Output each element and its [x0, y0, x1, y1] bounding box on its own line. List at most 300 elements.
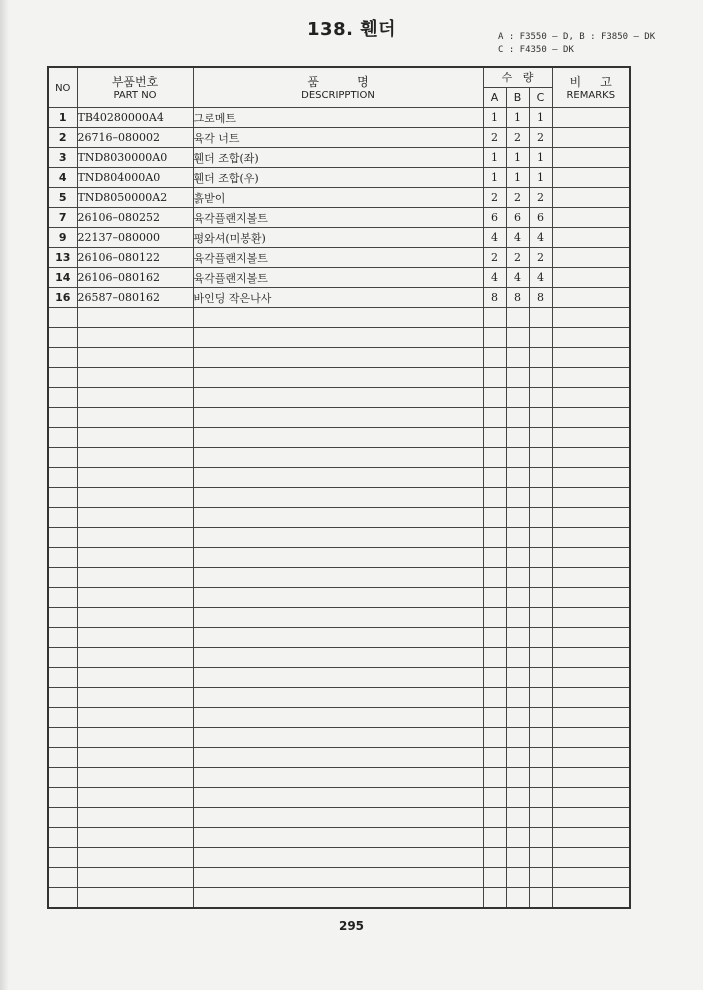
empty-table-row: [48, 748, 630, 768]
cell-no: [48, 868, 77, 888]
cell-remarks: [552, 708, 630, 728]
cell-qty-a: [483, 788, 506, 808]
cell-part-no: [77, 308, 193, 328]
cell-remarks: [552, 788, 630, 808]
cell-qty-c: [529, 488, 552, 508]
cell-no: 16: [48, 288, 77, 308]
cell-qty-b: 1: [506, 168, 529, 188]
cell-no: 13: [48, 248, 77, 268]
cell-qty-b: [506, 428, 529, 448]
empty-table-row: [48, 468, 630, 488]
cell-qty-c: [529, 828, 552, 848]
cell-qty-a: [483, 548, 506, 568]
cell-qty-b: [506, 468, 529, 488]
cell-description: [193, 468, 483, 488]
cell-part-no: [77, 368, 193, 388]
cell-qty-a: [483, 488, 506, 508]
cell-no: [48, 588, 77, 608]
cell-qty-a: 2: [483, 128, 506, 148]
cell-part-no: [77, 508, 193, 528]
cell-qty-b: [506, 608, 529, 628]
cell-no: [48, 828, 77, 848]
cell-remarks: [552, 348, 630, 368]
cell-description: [193, 788, 483, 808]
empty-table-row: [48, 368, 630, 388]
cell-remarks: [552, 288, 630, 308]
empty-table-row: [48, 648, 630, 668]
cell-remarks: [552, 768, 630, 788]
cell-qty-c: [529, 648, 552, 668]
cell-no: [48, 788, 77, 808]
cell-description: [193, 608, 483, 628]
header-remarks: [552, 67, 630, 108]
cell-description: [193, 828, 483, 848]
cell-no: [48, 808, 77, 828]
cell-remarks: [552, 368, 630, 388]
empty-table-row: [48, 848, 630, 868]
cell-remarks: [552, 668, 630, 688]
empty-table-row: [48, 348, 630, 368]
table-row: [48, 148, 630, 168]
table-row: [48, 188, 630, 208]
cell-part-no: [77, 848, 193, 868]
cell-description: [193, 708, 483, 728]
cell-no: [48, 708, 77, 728]
cell-part-no: [77, 468, 193, 488]
cell-description: [193, 668, 483, 688]
empty-table-row: [48, 728, 630, 748]
cell-no: [48, 508, 77, 528]
cell-qty-a: [483, 588, 506, 608]
cell-no: 9: [48, 228, 77, 248]
cell-remarks: [552, 648, 630, 668]
cell-description: 바인딩 작은나사: [193, 288, 483, 308]
header-remarks-kr: 비 고: [569, 74, 612, 89]
cell-part-no: [77, 388, 193, 408]
cell-part-no: TND804000A0: [77, 168, 193, 188]
cell-description: [193, 328, 483, 348]
cell-qty-c: 2: [529, 128, 552, 148]
cell-qty-c: [529, 768, 552, 788]
cell-description: [193, 528, 483, 548]
cell-part-no: TND8050000A2: [77, 188, 193, 208]
cell-no: [48, 348, 77, 368]
cell-remarks: [552, 188, 630, 208]
cell-qty-c: [529, 568, 552, 588]
cell-part-no: [77, 648, 193, 668]
cell-qty-c: 2: [529, 188, 552, 208]
cell-qty-a: 4: [483, 228, 506, 248]
table-row: [48, 288, 630, 308]
cell-part-no: [77, 768, 193, 788]
cell-qty-b: [506, 528, 529, 548]
cell-no: 14: [48, 268, 77, 288]
table-row: [48, 168, 630, 188]
model-legend: [498, 31, 655, 57]
empty-table-row: [48, 708, 630, 728]
cell-part-no: [77, 688, 193, 708]
cell-no: [48, 848, 77, 868]
cell-part-no: 26716–080002: [77, 128, 193, 148]
cell-remarks: [552, 748, 630, 768]
cell-qty-c: [529, 628, 552, 648]
cell-qty-c: [529, 328, 552, 348]
empty-table-row: [48, 408, 630, 428]
cell-qty-b: [506, 408, 529, 428]
cell-remarks: [552, 308, 630, 328]
empty-table-row: [48, 568, 630, 588]
empty-table-row: [48, 608, 630, 628]
cell-remarks: [552, 208, 630, 228]
cell-qty-b: 8: [506, 288, 529, 308]
empty-table-row: [48, 448, 630, 468]
cell-qty-c: 1: [529, 108, 552, 128]
cell-description: [193, 448, 483, 468]
cell-description: [193, 368, 483, 388]
cell-qty-a: 1: [483, 168, 506, 188]
cell-qty-a: [483, 748, 506, 768]
header-part-no-en: PART NO: [113, 89, 157, 101]
cell-qty-a: [483, 368, 506, 388]
cell-qty-a: [483, 448, 506, 468]
cell-no: [48, 408, 77, 428]
cell-qty-b: [506, 368, 529, 388]
cell-qty-b: 1: [506, 148, 529, 168]
cell-remarks: [552, 248, 630, 268]
cell-no: [48, 768, 77, 788]
cell-remarks: [552, 168, 630, 188]
cell-description: [193, 588, 483, 608]
header-description-kr: 품 명: [307, 74, 369, 89]
cell-qty-b: [506, 328, 529, 348]
cell-qty-b: [506, 628, 529, 648]
empty-table-row: [48, 428, 630, 448]
cell-description: [193, 888, 483, 909]
cell-part-no: 26106–080252: [77, 208, 193, 228]
cell-part-no: 22137–080000: [77, 228, 193, 248]
cell-description: 육각플랜지볼트: [193, 268, 483, 288]
cell-remarks: [552, 108, 630, 128]
cell-qty-b: [506, 348, 529, 368]
cell-remarks: [552, 568, 630, 588]
parts-table: [47, 66, 631, 909]
cell-qty-a: [483, 308, 506, 328]
cell-description: [193, 508, 483, 528]
cell-qty-b: [506, 488, 529, 508]
cell-qty-b: [506, 588, 529, 608]
cell-qty-a: [483, 568, 506, 588]
cell-qty-b: [506, 508, 529, 528]
cell-no: [48, 468, 77, 488]
cell-part-no: [77, 808, 193, 828]
cell-part-no: [77, 608, 193, 628]
cell-qty-b: [506, 448, 529, 468]
cell-qty-b: [506, 748, 529, 768]
cell-description: [193, 648, 483, 668]
cell-qty-b: [506, 788, 529, 808]
cell-qty-a: [483, 708, 506, 728]
cell-no: [48, 648, 77, 668]
cell-remarks: [552, 848, 630, 868]
cell-qty-b: [506, 888, 529, 909]
cell-qty-c: [529, 868, 552, 888]
cell-part-no: 26587–080162: [77, 288, 193, 308]
cell-no: [48, 328, 77, 348]
cell-no: [48, 488, 77, 508]
header-qty-a: A: [483, 88, 506, 108]
cell-description: [193, 808, 483, 828]
cell-no: [48, 548, 77, 568]
cell-qty-b: 2: [506, 248, 529, 268]
cell-qty-c: [529, 428, 552, 448]
cell-no: [48, 608, 77, 628]
cell-no: [48, 448, 77, 468]
cell-qty-a: 8: [483, 288, 506, 308]
cell-part-no: [77, 488, 193, 508]
cell-description: [193, 868, 483, 888]
cell-remarks: [552, 448, 630, 468]
empty-table-row: [48, 528, 630, 548]
cell-qty-a: 1: [483, 108, 506, 128]
cell-part-no: [77, 348, 193, 368]
cell-qty-a: [483, 408, 506, 428]
cell-qty-b: 6: [506, 208, 529, 228]
cell-description: [193, 568, 483, 588]
cell-qty-a: 6: [483, 208, 506, 228]
cell-part-no: [77, 828, 193, 848]
model-legend-line-2: C : F4350 – DK: [498, 45, 574, 55]
cell-no: [48, 308, 77, 328]
cell-qty-a: [483, 388, 506, 408]
cell-description: 휀더 조합(우): [193, 168, 483, 188]
cell-qty-a: [483, 728, 506, 748]
empty-table-row: [48, 668, 630, 688]
cell-qty-c: [529, 368, 552, 388]
cell-remarks: [552, 128, 630, 148]
cell-qty-a: [483, 628, 506, 648]
cell-remarks: [552, 588, 630, 608]
cell-qty-a: [483, 348, 506, 368]
cell-description: 그로메트: [193, 108, 483, 128]
cell-qty-b: [506, 568, 529, 588]
model-legend-line-1: A : F3550 – D, B : F3850 – DK: [498, 32, 656, 42]
header-description: [193, 67, 483, 108]
cell-qty-a: [483, 828, 506, 848]
cell-remarks: [552, 828, 630, 848]
cell-no: 5: [48, 188, 77, 208]
cell-qty-b: [506, 868, 529, 888]
cell-qty-a: [483, 668, 506, 688]
cell-no: [48, 428, 77, 448]
cell-qty-a: [483, 768, 506, 788]
cell-part-no: [77, 328, 193, 348]
cell-no: 3: [48, 148, 77, 168]
cell-part-no: [77, 428, 193, 448]
cell-qty-c: [529, 388, 552, 408]
header-quantity: 수 량: [483, 67, 552, 88]
cell-remarks: [552, 808, 630, 828]
cell-remarks: [552, 608, 630, 628]
cell-qty-c: [529, 608, 552, 628]
cell-part-no: [77, 548, 193, 568]
cell-qty-c: [529, 808, 552, 828]
cell-no: [48, 568, 77, 588]
empty-table-row: [48, 388, 630, 408]
cell-qty-a: [483, 528, 506, 548]
cell-qty-c: [529, 508, 552, 528]
cell-no: [48, 888, 77, 909]
cell-qty-a: [483, 508, 506, 528]
cell-remarks: [552, 468, 630, 488]
cell-qty-c: [529, 408, 552, 428]
cell-remarks: [552, 228, 630, 248]
cell-part-no: 26106–080162: [77, 268, 193, 288]
cell-part-no: [77, 868, 193, 888]
table-row: [48, 128, 630, 148]
table-row: [48, 208, 630, 228]
cell-qty-a: [483, 468, 506, 488]
cell-remarks: [552, 528, 630, 548]
cell-qty-c: 1: [529, 168, 552, 188]
cell-remarks: [552, 328, 630, 348]
cell-description: 육각플랜지볼트: [193, 208, 483, 228]
cell-description: [193, 408, 483, 428]
cell-part-no: [77, 528, 193, 548]
empty-table-row: [48, 768, 630, 788]
cell-qty-a: 4: [483, 268, 506, 288]
header-no: NO: [48, 67, 77, 108]
empty-table-row: [48, 828, 630, 848]
cell-qty-c: [529, 548, 552, 568]
cell-no: [48, 688, 77, 708]
cell-description: [193, 688, 483, 708]
empty-table-row: [48, 588, 630, 608]
cell-qty-c: [529, 728, 552, 748]
empty-table-row: [48, 868, 630, 888]
cell-description: 흙받이: [193, 188, 483, 208]
cell-qty-a: [483, 868, 506, 888]
empty-table-row: [48, 628, 630, 648]
cell-qty-c: 2: [529, 248, 552, 268]
empty-table-row: [48, 488, 630, 508]
cell-qty-c: 1: [529, 148, 552, 168]
cell-qty-a: [483, 608, 506, 628]
cell-qty-c: [529, 308, 552, 328]
cell-qty-a: [483, 888, 506, 909]
empty-table-row: [48, 328, 630, 348]
cell-qty-c: [529, 528, 552, 548]
cell-qty-c: [529, 888, 552, 909]
cell-qty-c: [529, 688, 552, 708]
cell-qty-c: 4: [529, 268, 552, 288]
cell-no: [48, 728, 77, 748]
cell-description: [193, 488, 483, 508]
cell-no: [48, 668, 77, 688]
cell-part-no: [77, 728, 193, 748]
cell-description: [193, 348, 483, 368]
cell-description: [193, 628, 483, 648]
table-row: [48, 228, 630, 248]
cell-remarks: [552, 488, 630, 508]
cell-qty-b: [506, 648, 529, 668]
cell-part-no: 26106–080122: [77, 248, 193, 268]
cell-description: 육각플랜지볼트: [193, 248, 483, 268]
cell-qty-b: [506, 848, 529, 868]
cell-qty-c: [529, 468, 552, 488]
cell-remarks: [552, 148, 630, 168]
cell-remarks: [552, 408, 630, 428]
cell-qty-a: [483, 848, 506, 868]
cell-part-no: [77, 748, 193, 768]
cell-qty-b: [506, 388, 529, 408]
cell-remarks: [552, 888, 630, 909]
cell-part-no: [77, 888, 193, 909]
cell-qty-b: 4: [506, 268, 529, 288]
cell-qty-b: [506, 768, 529, 788]
cell-part-no: [77, 708, 193, 728]
cell-qty-c: [529, 848, 552, 868]
cell-qty-c: [529, 708, 552, 728]
cell-no: 4: [48, 168, 77, 188]
header-part-no-kr: 부품번호: [111, 74, 159, 89]
cell-no: [48, 368, 77, 388]
cell-qty-a: [483, 328, 506, 348]
cell-qty-b: 1: [506, 108, 529, 128]
cell-description: [193, 428, 483, 448]
cell-no: [48, 748, 77, 768]
cell-qty-b: [506, 548, 529, 568]
cell-description: [193, 768, 483, 788]
cell-qty-c: [529, 788, 552, 808]
cell-no: 2: [48, 128, 77, 148]
cell-description: [193, 748, 483, 768]
table-row: [48, 248, 630, 268]
header-qty-b: B: [506, 88, 529, 108]
header-remarks-en: REMARKS: [566, 89, 616, 101]
cell-qty-b: [506, 708, 529, 728]
cell-part-no: [77, 568, 193, 588]
cell-qty-a: [483, 648, 506, 668]
cell-qty-b: [506, 728, 529, 748]
page-number: 295: [338, 919, 365, 933]
header-qty-c: C: [529, 88, 552, 108]
cell-no: [48, 628, 77, 648]
cell-qty-b: [506, 828, 529, 848]
page-title: 138. 휀더: [307, 19, 396, 40]
cell-part-no: [77, 408, 193, 428]
cell-no: 1: [48, 108, 77, 128]
cell-qty-b: 4: [506, 228, 529, 248]
cell-qty-b: [506, 688, 529, 708]
cell-qty-c: [529, 668, 552, 688]
cell-part-no: [77, 628, 193, 648]
page-edge: [0, 0, 9, 990]
cell-qty-c: [529, 448, 552, 468]
cell-qty-c: [529, 588, 552, 608]
cell-no: 7: [48, 208, 77, 228]
empty-table-row: [48, 788, 630, 808]
cell-description: [193, 388, 483, 408]
cell-no: [48, 388, 77, 408]
cell-description: 휀더 조합(좌): [193, 148, 483, 168]
cell-qty-a: 2: [483, 188, 506, 208]
cell-remarks: [552, 268, 630, 288]
cell-qty-a: 1: [483, 148, 506, 168]
empty-table-row: [48, 548, 630, 568]
cell-qty-a: 2: [483, 248, 506, 268]
cell-no: [48, 528, 77, 548]
cell-part-no: [77, 668, 193, 688]
